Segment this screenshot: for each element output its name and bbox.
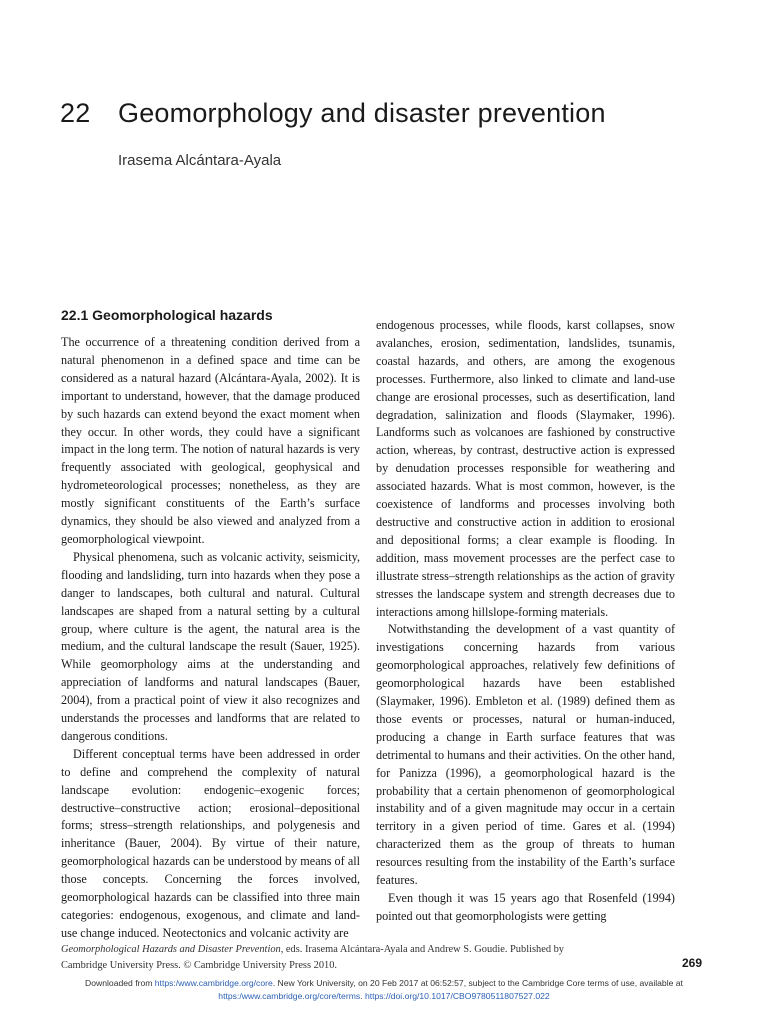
footnote	[61, 942, 621, 973]
right-column	[376, 317, 675, 926]
chapter-title	[60, 98, 606, 129]
download-prefix: Downloaded from	[85, 978, 155, 988]
chapter-number: 22	[60, 98, 91, 128]
terms-link[interactable]: https:/www.cambridge.org/core/terms	[218, 990, 361, 1001]
page-number: 269	[682, 956, 703, 970]
chapter-author: Irasema Alcántara-Ayala	[118, 152, 282, 169]
download-separator: .	[360, 990, 365, 1001]
left-column	[61, 306, 360, 943]
paragraph: Notwithstanding the development of a vast quantity of investigations concerning hazards from various geomorphological approaches, relatively few definitions of geomorphological hazards have been established (Slaymaker, 1996). Embleton et al. (1989) defined them as those events or processes, natural or human-induced, producing a change in Earth surface features that was detrimental to humans and their activities. On the other hand, for Panizza (1996), a geomorphological hazard is the probability that a certain phenomenon of geomorphological instability and of a given magnitude may occur in a certain territory in a given period of time. Gares et al. (1994) characterized them as the group of threats to human resources resulting from the instability of the Earth’s surface features.	[376, 622, 675, 888]
cambridge-core-link[interactable]: https:/www.cambridge.org/core	[154, 978, 273, 988]
chapter-title-text: Geomorphology and disaster prevention	[118, 98, 606, 128]
paragraph: Even though it was 15 years ago that Rosenfeld (1994) pointed out that geomorphologists were getting	[376, 891, 675, 923]
download-notice	[0, 977, 768, 1002]
footnote-copyright: Cambridge University Press. © Cambridge University Press 2010.	[61, 959, 338, 971]
section-heading: 22.1 Geomorphological hazards	[61, 307, 273, 323]
footnote-text: , eds. Irasema Alcántara-Ayala and Andrew S. Goudie. Published by	[280, 944, 565, 955]
footnote-book-title: Geomorphological Hazards and Disaster Prevention	[61, 944, 281, 955]
paragraph: Different conceptual terms have been addressed in order to define and comprehend the complexity of natural landscape evolution: endogenic–exogenic forces; destructive–constructive action; erosional–depositional forms; stress–strength relationships, and polygenesis and inheritance (Bauer, 2004). By virtue of their nature, geomorphological hazards can be understood by means of all those concepts. Concerning the forces involved, geomorphological hazards can be classified into three main categories: endogenous, exogenous, and climate and land-use change induced. Neotectonics and volcanic activity are	[61, 746, 360, 940]
doi-link[interactable]: https://doi.org/10.1017/CBO9780511807527.022	[364, 990, 550, 1001]
paragraph: endogenous processes, while floods, karst collapses, snow avalanches, erosion, sedimentation, landslides, tsunamis, coastal hazards, and others, are among the exogenous processes. Furthermore, also linked to climate and land-use change are erosional processes, such as desertification, land degradation, salinization and floods (Slaymaker, 1996). Landforms such as volcanoes are fashioned by constructive action, whereas, by contrast, destructive action is expressed by denudation processes responsible for weathering and associated hazards. What is most common, however, is the coexistence of landforms and processes involving both destructive and constructive action in addition to erosional and depositional forms; a clear example is flooding. In addition, mass movement processes are the perfect case to illustrate stress–strength relationships as the action of gravity stresses the landscape system and strength decreases due to interactions among hillslope-forming materials.	[376, 318, 675, 619]
download-middle-text: . New York University, on 20 Feb 2017 at 06:52:57, subject to the Cambridge Core terms of use, available at	[272, 978, 683, 988]
paragraph: The occurrence of a threatening condition derived from a natural phenomenon in a defined space and time can be considered as a natural hazard (Alcántara-Ayala, 2002). It is important to understand, however, that the damage produced by such hazards can extend beyond the exact moment when they occur. In other words, they could have a significant impact in the long term. The notion of natural hazards is very frequently associated with geological, geophysical and hydrometeorological processes; nonetheless, as they are mostly significant constituents of the Earth’s surface dynamics, they should be also viewed and analyzed from a geomorphological viewpoint.	[61, 335, 360, 546]
paragraph: Physical phenomena, such as volcanic activity, seismicity, flooding and landsliding, turn into hazards when they pose a danger to landscapes, both cultural and natural. Cultural landscapes are shaped from a natural setting by a cultural group, where culture is the agent, the natural area is the medium, and the cultural landscape the result (Sauer, 1925). While geomorphology aims at the understanding and appreciation of landforms and natural landscapes (Bauer, 2004), from a practical point of view it also recognizes and understands the processes and landforms that are related to dangerous conditions.	[61, 549, 360, 743]
